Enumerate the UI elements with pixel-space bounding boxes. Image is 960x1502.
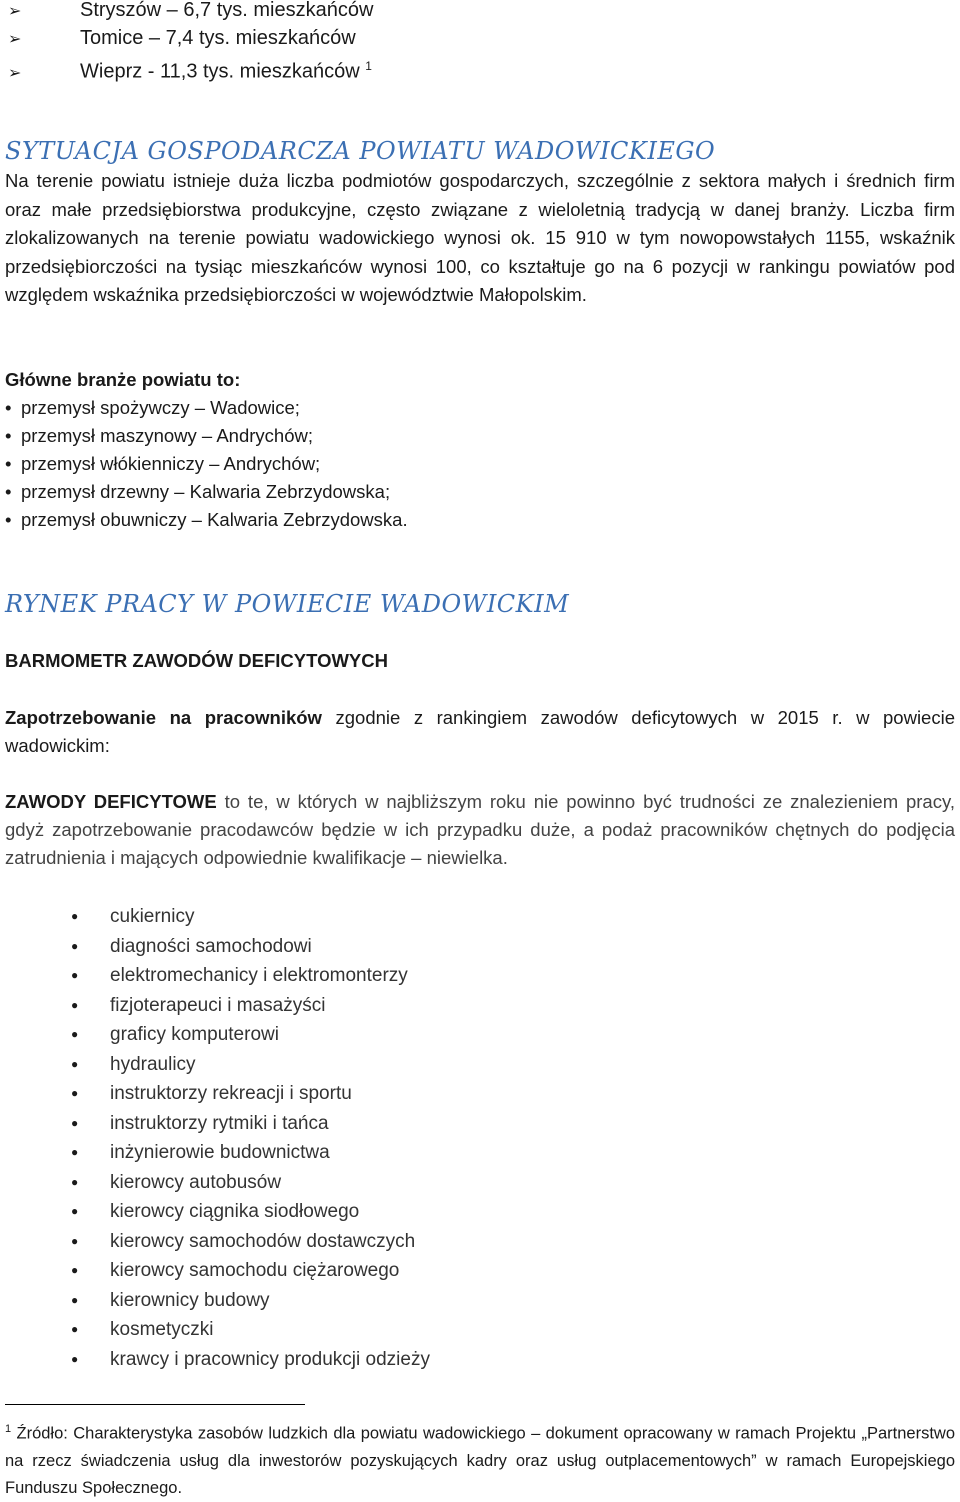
list-item: ● krawcy i pracownicy produkcji odzieży	[0, 1345, 430, 1375]
list-item: ● kosmetyczki	[0, 1315, 430, 1345]
barometer-subheading: BARMOMETR ZAWODÓW DEFICYTOWYCH	[5, 650, 388, 671]
section-paragraph: Na terenie powiatu istnieje duża liczba podmiotów gospodarczych, szczególnie z sektora małych i średnich firm oraz małe przedsiębiorstwa produkcyjne, często związane z wieloletnią tradycją w danej branży. Liczba firm zlokalizowanych na terenie powiatu wadowickiego wynosi ok. 15 910 w tym nowopowstałych 1155, wskaźnik przedsiębiorczości na tysiąc mieszkańców wynosi 100, co kształtuje go na 6 pozycji w rankingu powiatów pod względem wskaźnika przedsiębiorczości w województwie Małopolskim.	[5, 170, 955, 305]
bullet-icon: •	[5, 509, 12, 530]
list-item: ● diagności samochodowi	[0, 932, 430, 962]
deficit-bold-label: ZAWODY DEFICYTOWE	[5, 791, 217, 812]
demand-text: zgodnie z rankingiem zawodów deficytowych w 2015 r. w powiecie wadowickim:	[5, 707, 955, 756]
list-item	[5, 394, 300, 422]
footnote-ref: 1	[365, 59, 372, 73]
footnote	[5, 1416, 955, 1502]
list-item: ● kierowcy samochodu ciężarowego	[0, 1256, 430, 1286]
list-item: ● fizjoterapeuci i masażyści	[0, 991, 430, 1021]
footnote-text: Źródło: Charakterystyka zasobów ludzkich dla powiatu wadowickiego – dokument opracowany w ramach Projektu „Partnerstwo na rzecz świadczenia usług dla inwestorów pozyskujących kadry oraz usług outplacementowych” w ramach Europejskiego Funduszu Społecznego.	[5, 1424, 955, 1497]
branches-title: Główne branże powiatu to:	[5, 369, 241, 390]
list-item-text: przemysł obuwniczy – Kalwaria Zebrzydowska.	[21, 509, 408, 530]
section-heading: RYNEK PRACY W POWIECIE WADOWICKIM	[5, 590, 570, 618]
list-item-text: Tomice – 7,4 tys. mieszkańców	[80, 27, 356, 49]
arrow-bullet-icon: ➢	[8, 3, 22, 20]
professions-list	[0, 902, 430, 1374]
arrow-bullet-icon: ➢	[8, 31, 22, 48]
list-item-text: Wieprz - 11,3 tys. mieszkańców	[80, 60, 360, 83]
list-item-text: przemysł spożywczy – Wadowice;	[21, 397, 300, 418]
list-item: ● elektromechanicy i elektromonterzy	[0, 961, 430, 991]
list-item	[0, 24, 356, 54]
list-item	[5, 506, 408, 534]
list-item-text: przemysł włókienniczy – Andrychów;	[21, 453, 321, 474]
list-item: ● hydraulicy	[0, 1050, 430, 1080]
list-item: ● kierowcy samochodów dostawczych	[0, 1227, 430, 1257]
list-item: ● graficy komputerowi	[0, 1020, 430, 1050]
list-item: ● kierownicy budowy	[0, 1286, 430, 1316]
list-item: ● instruktorzy rytmiki i tańca	[0, 1109, 430, 1139]
list-item	[0, 0, 373, 26]
list-item	[5, 422, 313, 450]
footnote-marker: 1	[5, 1423, 12, 1435]
list-item	[5, 478, 390, 506]
footnote-divider	[5, 1404, 305, 1405]
deficit-text: to te, w których w najbliższym roku nie powinno być trudności ze znalezieniem pracy, gdyż zapotrzebowanie pracodawców będzie w ich przypadku duże, a podaż pracowników chętnych do podjęcia zatrudnienia i mających odpowiednie kwalifikacje – niewielka.	[5, 791, 955, 868]
demand-bold-label: Zapotrzebowanie na pracowników	[5, 707, 322, 728]
list-item: ● inżynierowie budownictwa	[0, 1138, 430, 1168]
deficit-paragraph	[5, 788, 955, 872]
arrow-bullet-icon: ➢	[8, 64, 22, 82]
list-item-text: przemysł drzewny – Kalwaria Zebrzydowska;	[21, 481, 391, 502]
section-heading: SYTUACJA GOSPODARCZA POWIATU WADOWICKIEGO	[5, 137, 716, 165]
bullet-icon: •	[5, 425, 12, 446]
bullet-icon: •	[5, 453, 12, 474]
bullet-icon: •	[5, 481, 12, 502]
list-item: ● kierowcy autobusów	[0, 1168, 430, 1198]
bullet-icon: •	[5, 397, 12, 418]
list-item: ● cukiernicy	[0, 902, 430, 932]
list-item-text: przemysł maszynowy – Andrychów;	[21, 425, 313, 446]
list-item	[5, 450, 320, 478]
list-item: ● instruktorzy rekreacji i sportu	[0, 1079, 430, 1109]
demand-paragraph	[5, 704, 955, 760]
list-item: ● kierowcy ciągnika siodłowego	[0, 1197, 430, 1227]
list-item-text: Stryszów – 6,7 tys. mieszkańców	[80, 0, 374, 21]
list-item	[0, 52, 372, 88]
